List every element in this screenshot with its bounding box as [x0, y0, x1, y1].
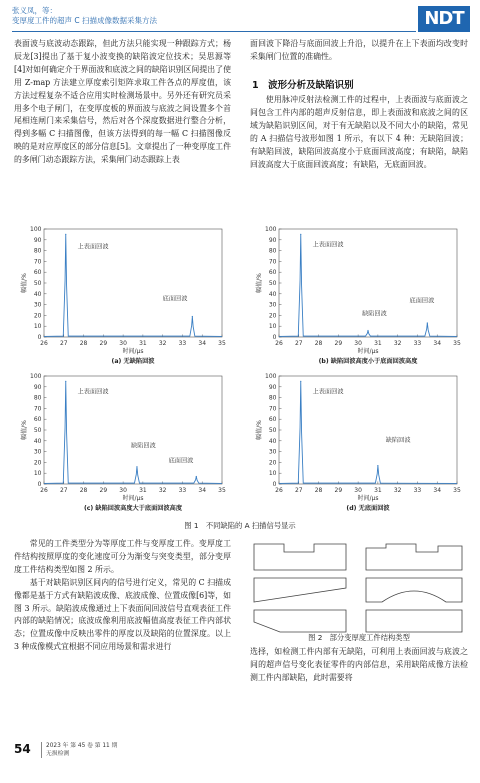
x-tick-label: 26: [40, 340, 48, 347]
x-tick-label: 27: [59, 340, 68, 347]
peak-point: [427, 322, 428, 323]
x-tick-label: 34: [433, 340, 442, 347]
y-tick-label: 100: [30, 373, 42, 380]
panel-label: (b) 缺陷回波高度小于底面回波高度: [318, 358, 418, 365]
x-tick-label: 33: [178, 340, 187, 347]
peak-point: [367, 330, 368, 331]
x-tick-label: 27: [294, 487, 303, 494]
chart-panel-c: [20, 372, 230, 514]
running-header: [12, 6, 157, 26]
y-tick-label: 20: [268, 312, 277, 320]
y-tick-label: 50: [268, 427, 277, 434]
panel-label: (a) 无缺陷回波: [111, 358, 155, 365]
peak-annotation: 上表面回波: [77, 388, 109, 396]
y-tick-label: 10: [268, 470, 277, 478]
header-title: 变厚度工件的超声 C 扫描成像数据采集方法: [12, 16, 158, 25]
y-tick-label: 30: [268, 301, 277, 309]
y-tick-label: 100: [265, 226, 277, 233]
y-tick-label: 80: [268, 394, 277, 402]
y-tick-label: 60: [33, 416, 42, 424]
y-tick-label: 90: [268, 383, 277, 391]
header-authors: 张义凤，等：: [12, 6, 57, 15]
x-tick-label: 31: [374, 487, 382, 494]
chart-svg: [255, 225, 465, 367]
panel-label: (c) 缺陷回波高度大于底面回波高度: [83, 505, 183, 512]
y-tick-label: 90: [33, 236, 42, 244]
y-tick-label: 60: [268, 269, 277, 277]
x-tick-label: 29: [99, 340, 108, 347]
x-tick-label: 35: [218, 340, 226, 347]
y-tick-label: 50: [268, 280, 277, 287]
y-tick-label: 60: [33, 269, 42, 277]
chart-svg: [20, 372, 230, 514]
peak-annotation: 上表面回波: [312, 241, 344, 249]
signal-line: [44, 381, 222, 483]
x-tick-label: 31: [139, 340, 147, 347]
issue-line: 2023 年 第 45 卷 第 11 期: [46, 743, 118, 749]
peak-point: [65, 234, 66, 235]
peak-point: [192, 316, 193, 317]
plot-frame: [279, 229, 457, 337]
body-text-right-bottom: [250, 646, 468, 685]
y-tick-label: 0: [37, 481, 42, 488]
y-tick-label: 100: [30, 226, 42, 233]
y-tick-label: 30: [33, 301, 42, 309]
x-tick-label: 28: [79, 487, 88, 494]
y-tick-label: 60: [268, 416, 277, 424]
y-axis-label: 幅值/%: [256, 420, 263, 440]
x-tick-label: 31: [374, 340, 382, 347]
y-tick-label: 40: [268, 290, 277, 298]
peak-point: [136, 466, 137, 467]
y-tick-label: 80: [33, 247, 42, 255]
signal-line: [44, 234, 222, 336]
plot-frame: [279, 376, 457, 484]
y-tick-label: 40: [268, 437, 277, 445]
y-tick-label: 80: [33, 394, 42, 402]
y-axis-label: 幅值/%: [256, 273, 263, 293]
x-tick-label: 34: [198, 340, 207, 347]
workpiece-shape-tapered: [254, 610, 346, 632]
x-tick-label: 30: [354, 340, 362, 347]
x-tick-label: 26: [40, 487, 48, 494]
peak-annotation: 上表面回波: [77, 243, 109, 251]
paragraph: 使用脉冲反射法检测工件的过程中，上表面波与底面波之间包含工件内部的超声反射信息，即上表面波和底波之间的区域为缺陷识别区间，对于有无缺陷以及不同大小的缺陷，常见的 A 扫描信号波形如图 1 所示，有以下 4 种：无缺陷回波；有缺陷回波，缺陷回波高度小于底面回波高度；有缺陷，缺陷回波高度大于底面回波高度；有缺陷，无底面回波。: [250, 95, 468, 169]
header-rule: [12, 31, 416, 32]
y-tick-label: 100: [265, 373, 277, 380]
y-tick-label: 70: [33, 258, 42, 266]
y-tick-label: 20: [33, 312, 42, 320]
workpiece-shape-multistep: [366, 544, 462, 570]
x-tick-label: 30: [119, 340, 127, 347]
peak-point: [196, 476, 197, 477]
page-number: 54: [14, 742, 31, 756]
x-tick-label: 33: [413, 487, 422, 494]
y-tick-label: 0: [272, 334, 277, 341]
journal-name: 无损检测: [46, 751, 70, 757]
plot-frame: [44, 229, 222, 337]
x-tick-label: 32: [158, 487, 167, 494]
x-tick-label: 26: [275, 340, 283, 347]
chart-panel-b: [255, 225, 465, 367]
peak-point: [377, 465, 378, 466]
workpiece-shape-step: [254, 544, 346, 570]
y-tick-label: 20: [268, 459, 277, 467]
x-tick-label: 33: [413, 340, 422, 347]
peak-annotation: 缺陷回波: [362, 310, 387, 318]
workpiece-shape-curved: [366, 578, 462, 602]
peak-annotation: 缺陷回波: [385, 436, 411, 444]
peak-point: [300, 381, 301, 382]
x-tick-label: 32: [158, 340, 167, 347]
figure2-shapes: [250, 540, 468, 635]
section-heading: 1 波形分析及缺陷识别: [252, 80, 354, 91]
x-tick-label: 30: [119, 487, 127, 494]
y-tick-label: 10: [33, 323, 42, 331]
y-tick-label: 0: [272, 481, 277, 488]
x-tick-label: 34: [433, 487, 442, 494]
workpiece-shape-wedge: [254, 578, 346, 602]
peak-point: [300, 234, 301, 235]
x-tick-label: 35: [453, 340, 461, 347]
x-tick-label: 35: [218, 487, 226, 494]
body-text-left-bottom: [14, 538, 231, 654]
workpiece-shape-sloped: [366, 610, 462, 632]
x-tick-label: 28: [314, 340, 323, 347]
y-tick-label: 90: [268, 236, 277, 244]
y-tick-label: 90: [33, 383, 42, 391]
chart-svg: [20, 225, 230, 367]
x-axis-label: 时间/μs: [357, 495, 379, 502]
x-axis-label: 时间/μs: [122, 495, 144, 502]
chart-panel-d: [255, 372, 465, 514]
paragraph: 表面波与底波动态跟踪，但此方法只能实现一种跟踪方式；杨辰龙[3]提出了基于复小波变换的缺陷波定位技术；吴思源等[4]对如何确定介于界面波和底波之间的缺陷识别区间提出了使用 Z-map 方法建立厚度索引矩阵求取工件各点的厚度值，该方法过程复杂不适合应用实时检测场景中。另外还有研究员采用多个电子闸门，在变厚度板的界面波与底波之间设置多个首尾相连闸门来采集信号，然后对各个深度数据进行整合分析，得到多幅 C 扫描图像，但该方法得到的每一幅 C 扫描图像反映的是对应厚度区的部分信息[5]。文章提出了一种变厚度工件的多闸门动态跟踪方法，采集闸门动态跟踪上表: [14, 39, 231, 165]
y-tick-label: 70: [33, 405, 42, 413]
x-axis-label: 时间/μs: [357, 348, 379, 355]
y-tick-label: 10: [268, 323, 277, 331]
body-text-right-top: [250, 38, 468, 64]
x-tick-label: 29: [99, 487, 108, 494]
x-tick-label: 29: [334, 340, 343, 347]
x-tick-label: 32: [393, 487, 402, 494]
y-tick-label: 30: [268, 448, 277, 456]
x-tick-label: 27: [294, 340, 303, 347]
paragraph: 基于对缺陷识别区间内的信号进行定义，常见的 C 扫描成像都是基于方式有缺陷波成像、底波成像、位置成像[6]等，如图 3 所示。缺陷波成像通过上下表面间回波信号直观表征工件内部的缺陷情况；底波成像利用底波幅值高度表征工件内部状态；位置成像中反映出零件的厚度以及缺陷的位置深度。以上 3 种成像模式宜根据不同应用场景和需求进行: [14, 577, 231, 652]
x-tick-label: 33: [178, 487, 187, 494]
body-text-left-top: [14, 38, 231, 167]
figure2-caption: 图 2 部分变厚度工件结构类型: [308, 633, 410, 642]
chart-panel-a: [20, 225, 230, 367]
y-axis-label: 幅值/%: [21, 273, 28, 293]
chart-svg: [255, 372, 465, 514]
x-tick-label: 31: [139, 487, 147, 494]
x-tick-label: 26: [275, 487, 283, 494]
panel-label: (d) 无底面回波: [346, 505, 390, 512]
peak-annotation: 底面回波: [409, 297, 435, 305]
x-tick-label: 30: [354, 487, 362, 494]
y-tick-label: 50: [33, 280, 42, 287]
body-text-right-mid: [250, 94, 468, 171]
paragraph: 面回波下降沿与底面回波上升沿，以提升在上下表面均改变时采集闸门位置的准确性。: [250, 39, 468, 61]
x-tick-label: 28: [79, 340, 88, 347]
y-tick-label: 50: [33, 427, 42, 434]
paragraph: 常见的工件类型分为等厚度工件与变厚度工件。变厚度工件结构按照厚度的变化速度可分为渐变与突变类型，部分变厚度工件结构类型如图 2 所示。: [14, 539, 231, 574]
x-tick-label: 34: [198, 487, 207, 494]
y-tick-label: 30: [33, 448, 42, 456]
x-tick-label: 32: [393, 340, 402, 347]
y-tick-label: 70: [268, 405, 277, 413]
y-axis-label: 幅值/%: [21, 420, 28, 440]
y-tick-label: 40: [33, 437, 42, 445]
peak-annotation: 上表面回波: [312, 388, 344, 396]
x-tick-label: 28: [314, 487, 323, 494]
signal-line: [279, 381, 457, 483]
paragraph: 选择，如检测工件内部有无缺陷，可利用上表面回波与底波之间的超声信号变化表征零件的内部信息，采用缺陷成像方法检测工件内部缺陷，此时需要将: [250, 647, 468, 682]
figure1-caption: 图 1 不同缺陷的 A 扫描信号显示: [184, 521, 296, 530]
x-tick-label: 27: [59, 487, 68, 494]
peak-annotation: 缺陷回波: [131, 442, 156, 450]
signal-line: [279, 234, 457, 336]
peak-annotation: 底面回波: [168, 457, 194, 465]
y-tick-label: 20: [33, 459, 42, 467]
y-tick-label: 10: [33, 470, 42, 478]
peak-annotation: 底面回波: [162, 295, 188, 303]
x-tick-label: 29: [334, 487, 343, 494]
issue-info: [41, 742, 117, 758]
y-tick-label: 80: [268, 247, 277, 255]
y-tick-label: 70: [268, 258, 277, 266]
plot-frame: [44, 376, 222, 484]
journal-logo: NDT: [418, 6, 470, 32]
x-tick-label: 35: [453, 487, 461, 494]
x-axis-label: 时间/μs: [122, 348, 144, 355]
y-tick-label: 0: [37, 334, 42, 341]
y-tick-label: 40: [33, 290, 42, 298]
peak-point: [65, 381, 66, 382]
